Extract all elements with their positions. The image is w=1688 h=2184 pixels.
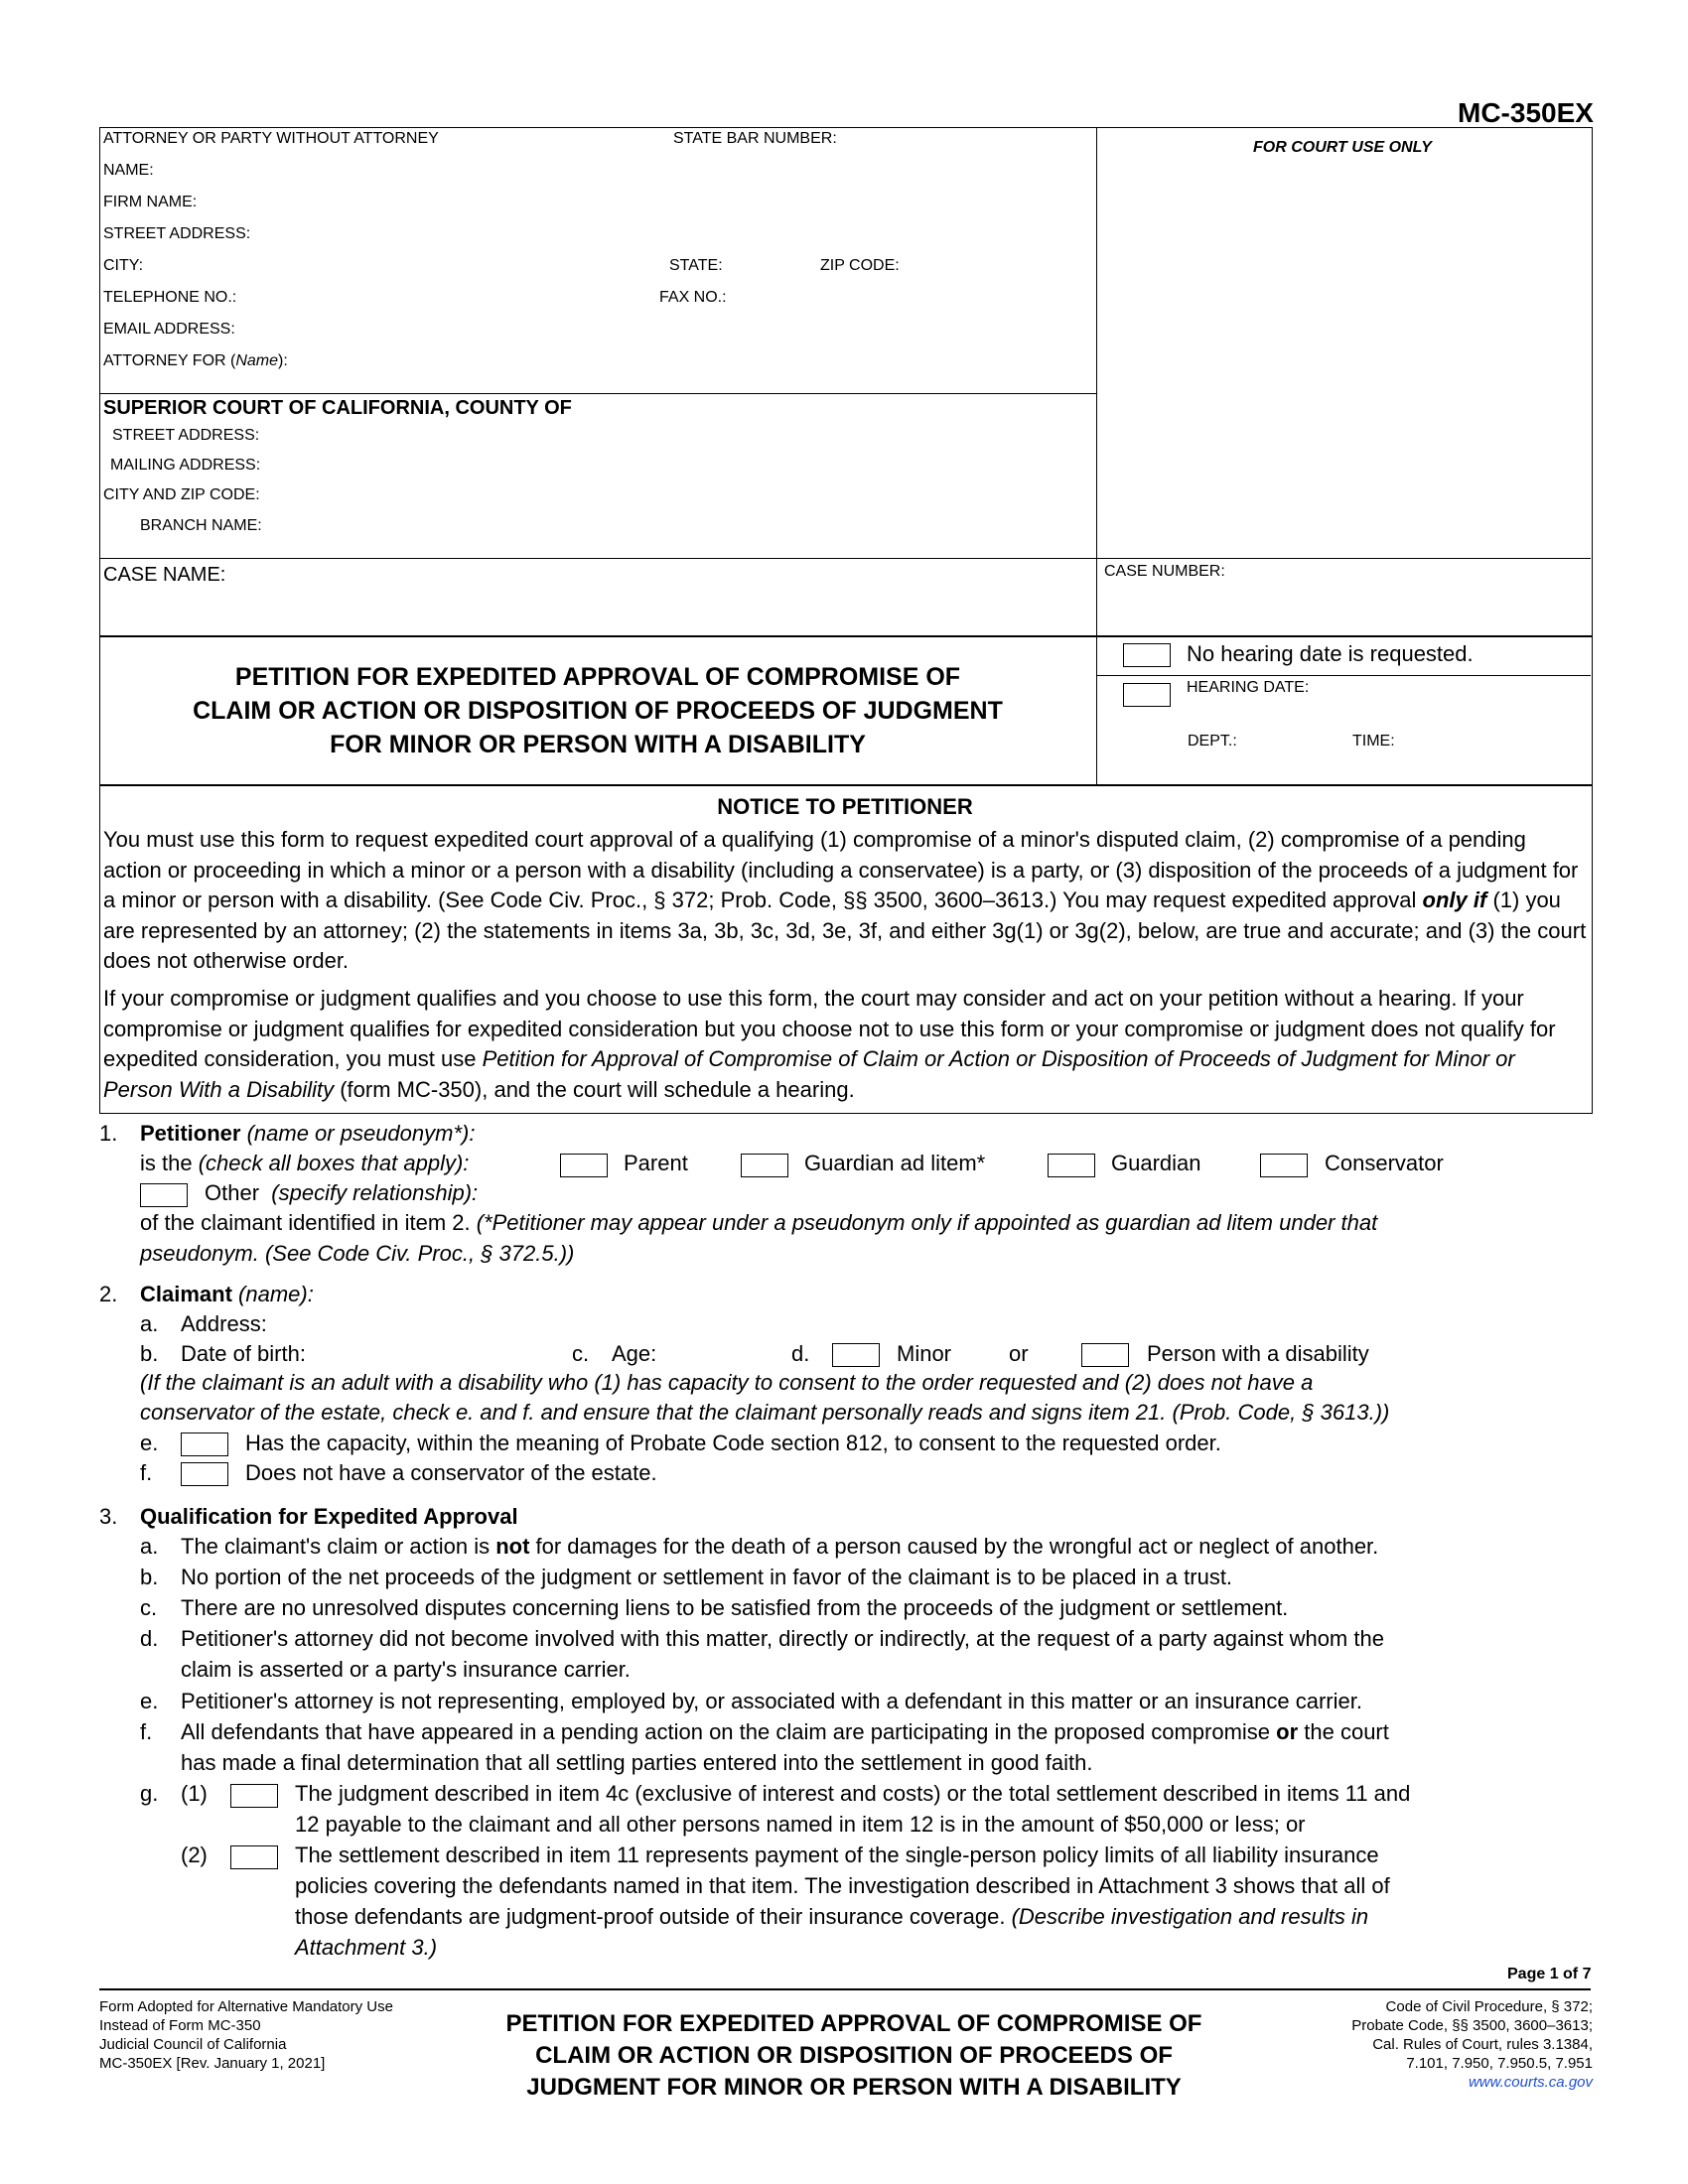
court-branch-label: BRANCH NAME: xyxy=(140,517,262,534)
court-use-label: FOR COURT USE ONLY xyxy=(1253,139,1432,156)
item3-g2-num: (2) xyxy=(181,1843,208,1867)
item3-g1-text2: 12 payable to the claimant and all other persons named in item 12 is in the amount of $50,000 or less; or xyxy=(295,1812,1306,1837)
other-label: Other (specify relationship): xyxy=(205,1180,479,1205)
footer-title-3: JUDGMENT FOR MINOR OR PERSON WITH A DISABILITY xyxy=(526,2074,1182,2101)
conservator-label: Conservator xyxy=(1325,1151,1444,1175)
petition-title xyxy=(99,660,1096,761)
disability-checkbox[interactable] xyxy=(1081,1343,1129,1367)
item3-e-letter: e. xyxy=(140,1689,159,1713)
conservator-checkbox[interactable] xyxy=(1260,1154,1308,1177)
court-title: SUPERIOR COURT OF CALIFORNIA, COUNTY OF xyxy=(103,397,572,419)
item3-a-letter: a. xyxy=(140,1534,159,1559)
footer-right xyxy=(1251,1997,1593,2092)
item3-d-text1: Petitioner's attorney did not become involved with this matter, directly or indirectly, at the request of a party against whom the xyxy=(181,1626,1384,1651)
item3-d-text2: claim is asserted or a party's insurance carrier. xyxy=(181,1657,631,1682)
guardian-checkbox[interactable] xyxy=(1048,1154,1095,1177)
notice-paragraph-2: If your compromise or judgment qualifies and you choose to use this form, the court may consider and act on your petition without a hearing. If your compromise or judgment qualifies for expedited consideration but you choose not to use this form or your compromise or judgment does not qualify for expedited consideration, you must use Petition for Approval of Compromise of Claim or Action or Disposition of Proceeds of Judgment for Minor or Person With a Disability (form MC-350), and the court will schedule a hearing. xyxy=(103,986,1556,1102)
footer-title xyxy=(417,2008,1291,2104)
footer-title-1: PETITION FOR EXPEDITED APPROVAL OF COMPROMISE OF xyxy=(505,2010,1202,2037)
item1-num: 1. xyxy=(99,1121,118,1146)
item2-b-letter: b. xyxy=(140,1341,159,1366)
date-of-birth-label: Date of birth: xyxy=(181,1341,306,1366)
item2-d-letter: d. xyxy=(791,1341,810,1366)
zip-label: ZIP CODE: xyxy=(820,257,900,274)
state-label: STATE: xyxy=(669,257,723,274)
telephone-label: TELEPHONE NO.: xyxy=(103,289,237,306)
footer-left-2: Instead of Form MC-350 xyxy=(99,2017,261,2034)
no-hearing-checkbox[interactable] xyxy=(1123,643,1171,667)
or-label: or xyxy=(1009,1341,1029,1366)
case-number-label: CASE NUMBER: xyxy=(1104,563,1225,580)
guardian-label: Guardian xyxy=(1111,1151,1201,1175)
city-label: CITY: xyxy=(103,257,144,274)
item3-g2-text4: Attachment 3.) xyxy=(295,1935,438,1960)
item3-b-text: No portion of the net proceeds of the judgment or settlement in favor of the claimant is to be placed in a trust. xyxy=(181,1565,1233,1589)
minor-checkbox[interactable] xyxy=(832,1343,880,1367)
notice-paragraph-1: You must use this form to request expedited court approval of a qualifying (1) compromise of a minor's disputed claim, (2) compromise of a pending action or proceeding in which a minor or a person with a disability (including a conservatee) is a party, or (3) disposition of the proceeds of a judgment for a minor or person with a disability. (See Code Civ. Proc., § 372; Prob. Code, §§ 3500, 3600–3613.) You may request expedited approval only if (1) you are represented by an attorney; (2) the statements in items 3a, 3b, 3c, 3d, 3e, 3f, and either 3g(1) or 3g(2), below, are true and accurate; and (3) the court does not otherwise order. xyxy=(103,827,1587,973)
footer-left-1: Form Adopted for Alternative Mandatory Use xyxy=(99,1998,393,2015)
court-mailing-label: MAILING ADDRESS: xyxy=(110,457,261,474)
item2-label: Claimant (name): xyxy=(140,1282,314,1306)
guardian-ad-litem-checkbox[interactable] xyxy=(741,1154,788,1177)
item3-c-letter: c. xyxy=(140,1595,158,1620)
item3-f-text2: has made a final determination that all settling parties entered into the settlement in good faith. xyxy=(181,1750,1093,1775)
item3-c-text: There are no unresolved disputes concerning liens to be satisfied from the proceeds of the judgment or settlement. xyxy=(181,1595,1289,1620)
address-label: Address: xyxy=(181,1311,267,1336)
state-bar-label: STATE BAR NUMBER: xyxy=(673,130,837,147)
item2-c-letter: c. xyxy=(572,1341,590,1366)
item3-g-letter: g. xyxy=(140,1781,159,1806)
no-hearing-label: No hearing date is requested. xyxy=(1187,641,1474,666)
footer-right-3: Cal. Rules of Court, rules 3.1384, xyxy=(1372,2036,1593,2053)
g2-checkbox[interactable] xyxy=(230,1845,278,1869)
item1-is-the: is the (check all boxes that apply): xyxy=(140,1151,470,1175)
item1-line4: pseudonym. (See Code Civ. Proc., § 372.5.)) xyxy=(140,1241,575,1266)
notice-heading: NOTICE TO PETITIONER xyxy=(717,794,973,819)
item2-e-letter: e. xyxy=(140,1431,159,1455)
dept-label: DEPT.: xyxy=(1188,733,1237,750)
item3-g2-text2: policies covering the defendants named in that item. The investigation described in Attachment 3 shows that all of xyxy=(295,1873,1390,1898)
case-name-label: CASE NAME: xyxy=(103,564,226,586)
other-checkbox[interactable] xyxy=(140,1183,188,1207)
footer-left xyxy=(99,1997,393,2073)
item3-b-letter: b. xyxy=(140,1565,159,1589)
page-number: Page 1 of 7 xyxy=(1507,1966,1592,1982)
parent-label: Parent xyxy=(624,1151,688,1175)
item3-e-text: Petitioner's attorney is not representing, employed by, or associated with a defendant in this matter or an insurance carrier. xyxy=(181,1689,1362,1713)
attorney-for-label: ATTORNEY FOR (Name): xyxy=(103,352,288,369)
parent-checkbox[interactable] xyxy=(560,1154,608,1177)
no-conservator-label: Does not have a conservator of the estate. xyxy=(245,1460,657,1485)
g1-checkbox[interactable] xyxy=(230,1784,278,1808)
age-label: Age: xyxy=(612,1341,657,1366)
name-label: NAME: xyxy=(103,162,154,179)
item3-label: Qualification for Expedited Approval xyxy=(140,1504,518,1529)
email-label: EMAIL ADDRESS: xyxy=(103,321,235,338)
item1-label: Petitioner (name or pseudonym*): xyxy=(140,1121,476,1146)
hearing-date-checkbox[interactable] xyxy=(1123,683,1171,707)
court-cityzip-label: CITY AND ZIP CODE: xyxy=(103,486,260,503)
guardian-ad-litem-label: Guardian ad litem* xyxy=(804,1151,986,1175)
fax-label: FAX NO.: xyxy=(659,289,727,306)
footer-right-2: Probate Code, §§ 3500, 3600–3613; xyxy=(1351,2017,1593,2034)
item3-a-text: The claimant's claim or action is not for damages for the death of a person caused by the wrongful act or neglect of another. xyxy=(181,1534,1379,1559)
item2-note-line1: (If the claimant is an adult with a disability who (1) has capacity to consent to the order requested and (2) does not have a xyxy=(140,1370,1314,1395)
item2-f-letter: f. xyxy=(140,1460,153,1485)
item2-note-line2: conservator of the estate, check e. and f. and ensure that the claimant personally reads and signs item 21. (Prob. Code, § 3613.)) xyxy=(140,1400,1390,1425)
item3-num: 3. xyxy=(99,1504,118,1529)
capacity-checkbox[interactable] xyxy=(181,1433,228,1456)
hearing-date-label: HEARING DATE: xyxy=(1187,679,1310,696)
item3-d-letter: d. xyxy=(140,1626,159,1651)
footer-left-4: MC-350EX [Rev. January 1, 2021] xyxy=(99,2055,326,2072)
petition-title-line2: CLAIM OR ACTION OR DISPOSITION OF PROCEEDS OF JUDGMENT xyxy=(193,697,1003,725)
item3-f-letter: f. xyxy=(140,1719,153,1744)
capacity-label: Has the capacity, within the meaning of Probate Code section 812, to consent to the requested order. xyxy=(245,1431,1221,1455)
street-label: STREET ADDRESS: xyxy=(103,225,251,242)
footer-right-4: 7.101, 7.950, 7.950.5, 7.951 xyxy=(1406,2055,1593,2072)
item3-g1-num: (1) xyxy=(181,1781,208,1806)
petition-title-line1: PETITION FOR EXPEDITED APPROVAL OF COMPROMISE OF xyxy=(234,663,961,691)
item2-num: 2. xyxy=(99,1282,118,1306)
form-id: MC-350EX xyxy=(1458,97,1594,128)
courts-website-link[interactable]: www.courts.ca.gov xyxy=(1468,2074,1593,2091)
court-street-label: STREET ADDRESS: xyxy=(112,427,260,444)
footer-left-3: Judicial Council of California xyxy=(99,2036,287,2053)
header-box xyxy=(99,127,1593,637)
item3-g2-text3: those defendants are judgment-proof outside of their insurance coverage. (Describe investigation and results in xyxy=(295,1904,1369,1929)
footer-title-2: CLAIM OR ACTION OR DISPOSITION OF PROCEEDS OF xyxy=(535,2042,1173,2069)
item3-g1-text1: The judgment described in item 4c (exclusive of interest and costs) or the total settlement described in items 11 and xyxy=(295,1781,1411,1806)
minor-label: Minor xyxy=(897,1341,952,1366)
petition-title-line3: FOR MINOR OR PERSON WITH A DISABILITY xyxy=(330,731,866,758)
item1-line3: of the claimant identified in item 2. (*Petitioner may appear under a pseudonym only if appointed as guardian ad litem under that xyxy=(140,1210,1378,1235)
attorney-label: ATTORNEY OR PARTY WITHOUT ATTORNEY xyxy=(103,130,439,147)
item2-a-letter: a. xyxy=(140,1311,159,1336)
footer-right-1: Code of Civil Procedure, § 372; xyxy=(1385,1998,1593,2015)
item3-g2-text1: The settlement described in item 11 represents payment of the single-person policy limits of all liability insurance xyxy=(295,1843,1379,1867)
disability-label: Person with a disability xyxy=(1147,1341,1369,1366)
time-label: TIME: xyxy=(1352,733,1395,750)
firm-label: FIRM NAME: xyxy=(103,194,198,210)
item3-f-text1: All defendants that have appeared in a pending action on the claim are participating in the proposed compromise or the court xyxy=(181,1719,1389,1744)
no-conservator-checkbox[interactable] xyxy=(181,1462,228,1486)
